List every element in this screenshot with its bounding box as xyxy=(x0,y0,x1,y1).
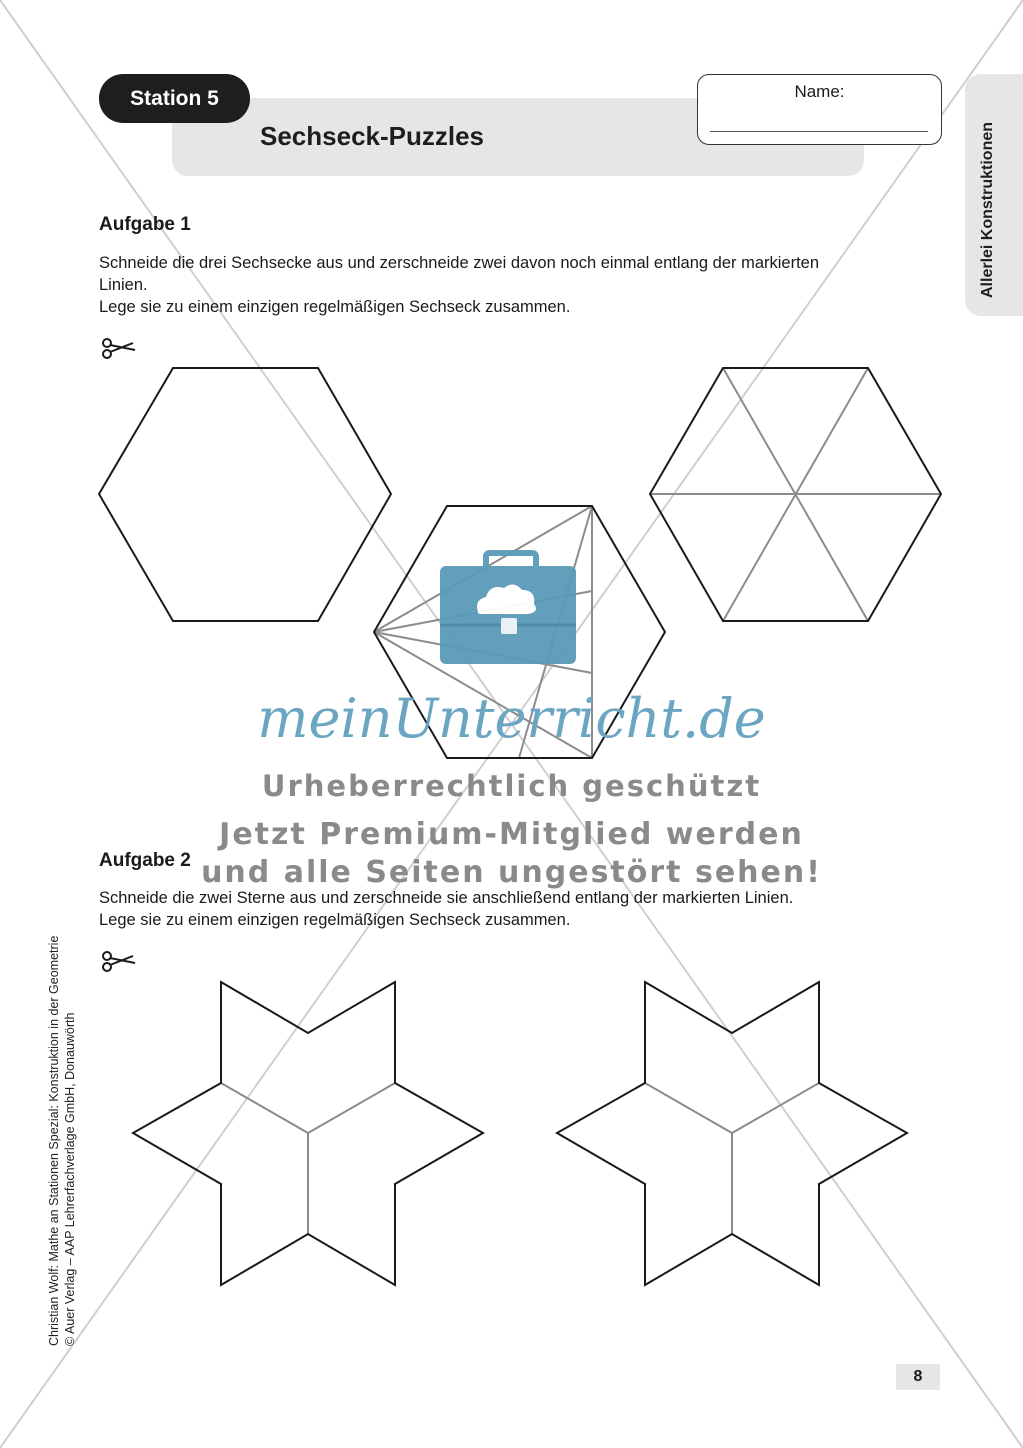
watermark-brand: meinUnterricht.de xyxy=(257,687,766,750)
task2-heading: Aufgabe 2 xyxy=(99,850,191,871)
watermark-line3: und alle Seiten ungestört sehen! xyxy=(201,855,822,890)
credit-line1: Christian Wolf: Mathe an Stationen Spezial: Konstruktion in der Geometrie xyxy=(47,935,61,1346)
station-badge: Station 5 xyxy=(99,74,250,123)
page-title: Sechseck-Puzzles xyxy=(260,121,485,151)
task1-text-line1: Schneide die drei Sechsecke aus und zerschneide zwei davon noch einmal entlang der markierten xyxy=(99,254,820,272)
task2-text-line1: Schneide die zwei Sterne aus und zerschneide sie anschließend entlang der markierten Linien. xyxy=(99,889,794,907)
side-tab-label: Allerlei Konstruktionen xyxy=(979,121,996,298)
watermark-line1: Urheberrechtlich geschützt xyxy=(261,769,762,803)
publisher-credit xyxy=(46,936,78,1346)
name-label: Name: xyxy=(794,82,845,101)
briefcase-cloud-icon xyxy=(440,553,576,664)
task2-text-line2: Lege sie zu einem einzigen regelmäßigen Sechseck zusammen. xyxy=(99,911,571,929)
credit-line2: © Auer Verlag – AAP Lehrerfachverlage GmbH, Donauwörth xyxy=(63,1012,77,1346)
page-number: 8 xyxy=(896,1364,940,1390)
task1-text-line3: Lege sie zu einem einzigen regelmäßigen Sechseck zusammen. xyxy=(99,298,571,316)
task1-heading: Aufgabe 1 xyxy=(99,214,191,235)
watermark-line2: Jetzt Premium-Mitglied werden xyxy=(219,817,804,852)
task1-text-line2: Linien. xyxy=(99,276,148,294)
